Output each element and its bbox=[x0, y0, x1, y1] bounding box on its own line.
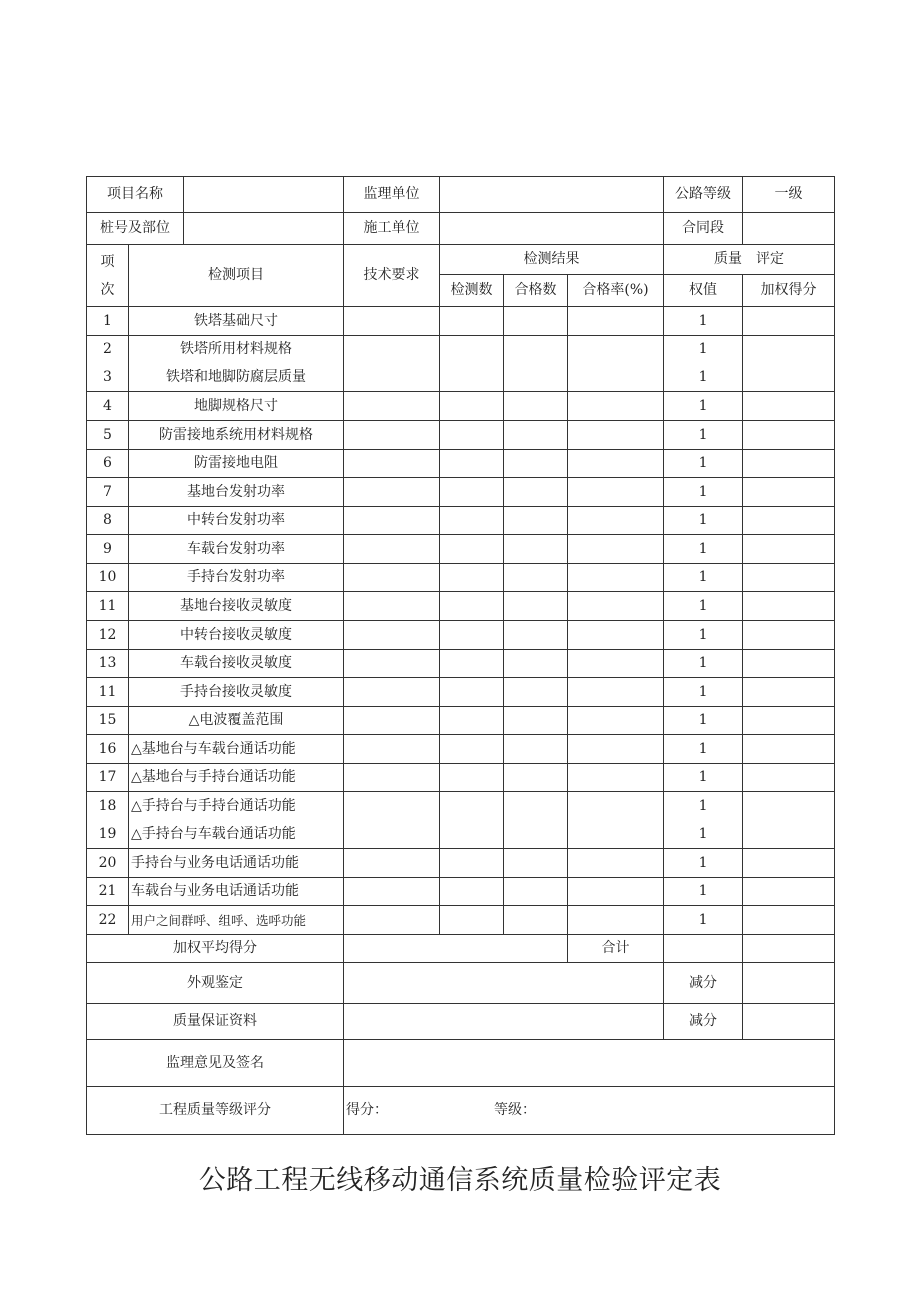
item-name: △手持台与车载台通话功能 bbox=[129, 821, 344, 849]
contract-section-label: 合同段 bbox=[664, 213, 743, 245]
weighted-average-label: 加权平均得分 bbox=[87, 935, 344, 963]
count-cell[interactable] bbox=[440, 392, 504, 421]
pass-count-cell[interactable] bbox=[504, 421, 568, 450]
grade-evaluation-row bbox=[87, 1087, 835, 1135]
appearance-label: 外观鉴定 bbox=[87, 963, 344, 1004]
item-name: 中转台接收灵敏度 bbox=[129, 621, 344, 650]
pass-count-cell[interactable] bbox=[504, 650, 568, 678]
weight-cell: 1 bbox=[664, 821, 743, 849]
item-no: 7 bbox=[87, 478, 129, 507]
table-row bbox=[87, 535, 835, 564]
item-no: 12 bbox=[87, 621, 129, 650]
count-cell[interactable] bbox=[440, 906, 504, 935]
pass-rate-cell[interactable] bbox=[568, 564, 664, 592]
pass-rate-cell[interactable] bbox=[568, 307, 664, 336]
count-cell[interactable] bbox=[440, 621, 504, 650]
pass-rate-cell[interactable] bbox=[568, 392, 664, 421]
item-name: 手持台发射功率 bbox=[129, 564, 344, 592]
weight-cell: 1 bbox=[664, 450, 743, 478]
header-row-2 bbox=[87, 213, 835, 245]
table-row bbox=[87, 307, 835, 336]
weighted-score-cell[interactable] bbox=[743, 735, 835, 764]
item-no: 21 bbox=[87, 878, 129, 906]
count-cell[interactable] bbox=[440, 650, 504, 678]
pass-rate-cell[interactable] bbox=[568, 336, 664, 392]
item-name: 铁塔和地脚防腐层质量 bbox=[129, 364, 344, 392]
weight-cell: 1 bbox=[664, 735, 743, 764]
tech-req-cell[interactable] bbox=[344, 792, 440, 849]
supervisor-opinion-label: 监理意见及签名 bbox=[87, 1040, 344, 1087]
road-grade-value[interactable]: 一级 bbox=[743, 177, 835, 213]
weight-cell: 1 bbox=[664, 336, 743, 364]
item-name: 车载台与业务电话通话功能 bbox=[129, 878, 344, 906]
weight-cell: 1 bbox=[664, 906, 743, 935]
column-header-row-1 bbox=[87, 245, 835, 275]
count-header: 检测数 bbox=[440, 275, 504, 307]
item-name: △基地台与手持台通话功能 bbox=[129, 764, 344, 792]
pass-rate-cell[interactable] bbox=[568, 707, 664, 735]
weight-cell: 1 bbox=[664, 849, 743, 878]
item-no: 17 bbox=[87, 764, 129, 792]
tech-req-cell[interactable] bbox=[344, 678, 440, 707]
item-no: 10 bbox=[87, 564, 129, 592]
tech-req-cell[interactable] bbox=[344, 336, 440, 392]
quality-docs-deduct-label: 减分 bbox=[664, 1004, 743, 1040]
item-name: 基地台发射功率 bbox=[129, 478, 344, 507]
count-cell[interactable] bbox=[440, 507, 504, 535]
weighted-score-header: 加权得分 bbox=[743, 275, 835, 307]
contract-section-field[interactable] bbox=[743, 213, 835, 245]
count-cell[interactable] bbox=[440, 535, 504, 564]
tech-req-cell[interactable] bbox=[344, 592, 440, 621]
table-row bbox=[87, 592, 835, 621]
tech-req-cell[interactable] bbox=[344, 507, 440, 535]
weight-cell: 1 bbox=[664, 478, 743, 507]
item-name: 车载台接收灵敏度 bbox=[129, 650, 344, 678]
appearance-deduct-label: 减分 bbox=[664, 963, 743, 1004]
item-no: 9 bbox=[87, 535, 129, 564]
weighted-score-cell[interactable] bbox=[743, 678, 835, 707]
weighted-score-cell[interactable] bbox=[743, 307, 835, 336]
weight-cell: 1 bbox=[664, 592, 743, 621]
weighted-average-field[interactable] bbox=[344, 935, 568, 963]
tech-req-cell[interactable] bbox=[344, 849, 440, 878]
item-name: △基地台与车载台通话功能 bbox=[129, 735, 344, 764]
table-row bbox=[87, 878, 835, 906]
table-row bbox=[87, 735, 835, 764]
count-cell[interactable] bbox=[440, 878, 504, 906]
weighted-score-cell[interactable] bbox=[743, 478, 835, 507]
table-row bbox=[87, 336, 835, 364]
count-cell[interactable] bbox=[440, 450, 504, 478]
grade-evaluation-label: 工程质量等级评分 bbox=[87, 1087, 344, 1135]
count-cell[interactable] bbox=[440, 735, 504, 764]
table-row bbox=[87, 764, 835, 792]
pass-rate-cell[interactable] bbox=[568, 678, 664, 707]
item-no: 15 bbox=[87, 707, 129, 735]
item-no-header bbox=[87, 245, 129, 307]
pass-count-cell[interactable] bbox=[504, 450, 568, 478]
pass-count-cell[interactable] bbox=[504, 906, 568, 935]
quality-evaluation-table bbox=[86, 176, 835, 1135]
supervisor-opinion-row bbox=[87, 1040, 835, 1087]
pass-count-cell[interactable] bbox=[504, 678, 568, 707]
pass-rate-cell[interactable] bbox=[568, 792, 664, 849]
tech-req-cell[interactable] bbox=[344, 735, 440, 764]
weighted-score-cell[interactable] bbox=[743, 336, 835, 392]
weight-cell: 1 bbox=[664, 507, 743, 535]
pass-count-cell[interactable] bbox=[504, 336, 568, 392]
supervisor-unit-field[interactable] bbox=[440, 177, 664, 213]
station-field[interactable] bbox=[184, 213, 344, 245]
table-row bbox=[87, 792, 835, 821]
table-row bbox=[87, 621, 835, 650]
pass-count-cell[interactable] bbox=[504, 621, 568, 650]
pass-rate-cell[interactable] bbox=[568, 906, 664, 935]
table-row bbox=[87, 507, 835, 535]
quality-docs-label: 质量保证资料 bbox=[87, 1004, 344, 1040]
pass-count-cell[interactable] bbox=[504, 592, 568, 621]
item-no: 18 bbox=[87, 792, 129, 821]
table-row bbox=[87, 450, 835, 478]
weighted-score-cell[interactable] bbox=[743, 792, 835, 849]
count-cell[interactable] bbox=[440, 764, 504, 792]
header-row-1 bbox=[87, 177, 835, 213]
appearance-field[interactable] bbox=[344, 963, 664, 1004]
pass-rate-cell[interactable] bbox=[568, 764, 664, 792]
weighted-average-row bbox=[87, 935, 835, 963]
road-grade-label: 公路等级 bbox=[664, 177, 743, 213]
item-name: 手持台与业务电话通话功能 bbox=[129, 849, 344, 878]
pass-rate-cell[interactable] bbox=[568, 878, 664, 906]
supervisor-opinion-field[interactable] bbox=[344, 1040, 835, 1087]
pass-rate-cell[interactable] bbox=[568, 421, 664, 450]
construction-unit-label: 施工单位 bbox=[344, 213, 440, 245]
count-cell[interactable] bbox=[440, 678, 504, 707]
quality-eval-header: 质量 评定 bbox=[664, 245, 835, 275]
tech-req-cell[interactable] bbox=[344, 564, 440, 592]
pass-count-cell[interactable] bbox=[504, 307, 568, 336]
weighted-score-cell[interactable] bbox=[743, 878, 835, 906]
results-header: 检测结果 bbox=[440, 245, 664, 275]
pass-rate-cell[interactable] bbox=[568, 535, 664, 564]
weight-cell: 1 bbox=[664, 792, 743, 821]
table-row bbox=[87, 849, 835, 878]
table-row bbox=[87, 564, 835, 592]
supervisor-unit-label: 监理单位 bbox=[344, 177, 440, 213]
item-name: 用户之间群呼、组呼、选呼功能 bbox=[129, 906, 344, 935]
pass-rate-cell[interactable] bbox=[568, 478, 664, 507]
tech-req-cell[interactable] bbox=[344, 878, 440, 906]
weight-cell: 1 bbox=[664, 878, 743, 906]
weight-cell: 1 bbox=[664, 421, 743, 450]
total-score-field[interactable] bbox=[743, 935, 835, 963]
tech-req-cell[interactable] bbox=[344, 621, 440, 650]
pass-count-cell[interactable] bbox=[504, 878, 568, 906]
pass-rate-cell[interactable] bbox=[568, 450, 664, 478]
tech-req-cell[interactable] bbox=[344, 535, 440, 564]
item-no: 2 bbox=[87, 336, 129, 364]
count-cell[interactable] bbox=[440, 792, 504, 849]
table-row bbox=[87, 678, 835, 707]
count-cell[interactable] bbox=[440, 564, 504, 592]
pass-rate-cell[interactable] bbox=[568, 621, 664, 650]
weighted-score-cell[interactable] bbox=[743, 592, 835, 621]
item-name: 铁塔所用材料规格 bbox=[129, 336, 344, 364]
pass-count-cell[interactable] bbox=[504, 707, 568, 735]
item-name: 中转台发射功率 bbox=[129, 507, 344, 535]
tech-req-cell[interactable] bbox=[344, 307, 440, 336]
pass-count-cell[interactable] bbox=[504, 507, 568, 535]
item-no: 11 bbox=[87, 592, 129, 621]
item-no: 13 bbox=[87, 650, 129, 678]
weighted-score-cell[interactable] bbox=[743, 621, 835, 650]
appearance-row bbox=[87, 963, 835, 1004]
pass-count-cell[interactable] bbox=[504, 478, 568, 507]
pass-count-cell[interactable] bbox=[504, 735, 568, 764]
tech-req-cell[interactable] bbox=[344, 906, 440, 935]
weight-cell: 1 bbox=[664, 535, 743, 564]
weighted-score-cell[interactable] bbox=[743, 392, 835, 421]
item-no: 3 bbox=[87, 364, 129, 392]
table-row bbox=[87, 478, 835, 507]
weight-cell: 1 bbox=[664, 564, 743, 592]
project-name-field[interactable] bbox=[184, 177, 344, 213]
pass-rate-cell[interactable] bbox=[568, 592, 664, 621]
pass-count-cell[interactable] bbox=[504, 535, 568, 564]
construction-unit-field[interactable] bbox=[440, 213, 664, 245]
total-field[interactable] bbox=[664, 935, 743, 963]
count-cell[interactable] bbox=[440, 707, 504, 735]
item-name: 手持台接收灵敏度 bbox=[129, 678, 344, 707]
item-no: 11 bbox=[87, 678, 129, 707]
item-name: 防雷接地电阻 bbox=[129, 450, 344, 478]
quality-docs-field[interactable] bbox=[344, 1004, 664, 1040]
pass-rate-header: 合格率(%) bbox=[568, 275, 664, 307]
weighted-score-cell[interactable] bbox=[743, 906, 835, 935]
item-no: 1 bbox=[87, 307, 129, 336]
weighted-score-cell[interactable] bbox=[743, 707, 835, 735]
item-no: 8 bbox=[87, 507, 129, 535]
item-name: 铁塔基础尺寸 bbox=[129, 307, 344, 336]
item-no: 20 bbox=[87, 849, 129, 878]
tech-req-cell[interactable] bbox=[344, 478, 440, 507]
count-cell[interactable] bbox=[440, 336, 504, 392]
project-name-label: 项目名称 bbox=[87, 177, 184, 213]
item-no: 19 bbox=[87, 821, 129, 849]
pass-count-header: 合格数 bbox=[504, 275, 568, 307]
weight-cell: 1 bbox=[664, 650, 743, 678]
table-row bbox=[87, 392, 835, 421]
quality-docs-deduct-field[interactable] bbox=[743, 1004, 835, 1040]
weight-cell: 1 bbox=[664, 364, 743, 392]
table-row bbox=[87, 906, 835, 935]
table-row bbox=[87, 421, 835, 450]
weight-cell: 1 bbox=[664, 392, 743, 421]
pass-rate-cell[interactable] bbox=[568, 650, 664, 678]
tech-req-cell[interactable] bbox=[344, 392, 440, 421]
tech-req-header: 技术要求 bbox=[344, 245, 440, 307]
table-row bbox=[87, 650, 835, 678]
pass-count-cell[interactable] bbox=[504, 564, 568, 592]
pass-count-cell[interactable] bbox=[504, 764, 568, 792]
tech-req-cell[interactable] bbox=[344, 764, 440, 792]
count-cell[interactable] bbox=[440, 421, 504, 450]
weighted-score-cell[interactable] bbox=[743, 450, 835, 478]
item-name: 车载台发射功率 bbox=[129, 535, 344, 564]
item-name: 防雷接地系统用材料规格 bbox=[129, 421, 344, 450]
tech-req-cell[interactable] bbox=[344, 650, 440, 678]
pass-rate-cell[interactable] bbox=[568, 735, 664, 764]
tech-req-cell[interactable] bbox=[344, 421, 440, 450]
item-no: 22 bbox=[87, 906, 129, 935]
count-cell[interactable] bbox=[440, 478, 504, 507]
pass-count-cell[interactable] bbox=[504, 392, 568, 421]
item-no: 5 bbox=[87, 421, 129, 450]
weight-cell: 1 bbox=[664, 764, 743, 792]
quality-docs-row bbox=[87, 1004, 835, 1040]
weighted-score-cell[interactable] bbox=[743, 421, 835, 450]
weighted-score-cell[interactable] bbox=[743, 764, 835, 792]
document-title: 公路工程无线移动通信系统质量检验评定表 bbox=[198, 1165, 722, 1196]
appearance-deduct-field[interactable] bbox=[743, 963, 835, 1004]
item-no-header-line1: 项 bbox=[100, 253, 115, 270]
total-label: 合计 bbox=[568, 935, 664, 963]
item-name: 基地台接收灵敏度 bbox=[129, 592, 344, 621]
item-no: 4 bbox=[87, 392, 129, 421]
item-no-header-line2: 次 bbox=[100, 281, 115, 298]
grade-evaluation-field[interactable] bbox=[344, 1087, 835, 1135]
station-label: 桩号及部位 bbox=[87, 213, 184, 245]
weight-header: 权值 bbox=[664, 275, 743, 307]
score-label: 得分： bbox=[346, 1102, 388, 1119]
item-name: △电波覆盖范围 bbox=[129, 707, 344, 735]
weight-cell: 1 bbox=[664, 678, 743, 707]
pass-count-cell[interactable] bbox=[504, 792, 568, 849]
item-no: 16 bbox=[87, 735, 129, 764]
tech-req-cell[interactable] bbox=[344, 707, 440, 735]
pass-rate-cell[interactable] bbox=[568, 849, 664, 878]
weighted-score-cell[interactable] bbox=[743, 849, 835, 878]
count-cell[interactable] bbox=[440, 307, 504, 336]
item-name: △手持台与手持台通话功能 bbox=[129, 792, 344, 821]
tech-req-cell[interactable] bbox=[344, 450, 440, 478]
count-cell[interactable] bbox=[440, 592, 504, 621]
count-cell[interactable] bbox=[440, 849, 504, 878]
item-no: 6 bbox=[87, 450, 129, 478]
table-row bbox=[87, 707, 835, 735]
pass-rate-cell[interactable] bbox=[568, 507, 664, 535]
weighted-score-cell[interactable] bbox=[743, 650, 835, 678]
weighted-score-cell[interactable] bbox=[743, 507, 835, 535]
grade-label: 等级： bbox=[494, 1102, 536, 1119]
weighted-score-cell[interactable] bbox=[743, 535, 835, 564]
check-item-header: 检测项目 bbox=[129, 245, 344, 307]
weight-cell: 1 bbox=[664, 621, 743, 650]
weighted-score-cell[interactable] bbox=[743, 564, 835, 592]
weight-cell: 1 bbox=[664, 707, 743, 735]
item-name: 地脚规格尺寸 bbox=[129, 392, 344, 421]
pass-count-cell[interactable] bbox=[504, 849, 568, 878]
weight-cell: 1 bbox=[664, 307, 743, 336]
